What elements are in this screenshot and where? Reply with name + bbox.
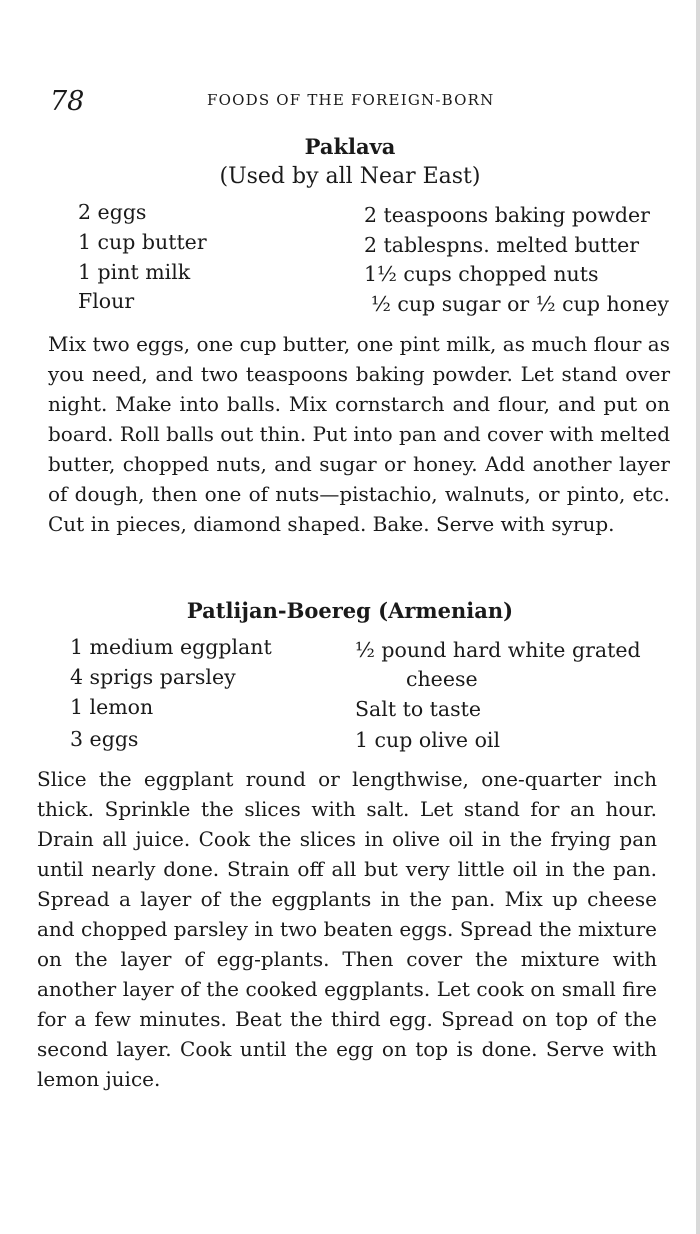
page-number: 78: [50, 86, 85, 117]
ingredient-right: 2 tablespns. melted butter: [364, 233, 640, 257]
running-head: FOODS OF THE FOREIGN-BORN: [207, 91, 495, 109]
ingredient-left: 4 sprigs parsley: [70, 665, 236, 689]
ingredient-right: Salt to taste: [355, 697, 482, 721]
ingredient-left: 2 eggs: [78, 200, 147, 224]
ingredient-left: 1 cup butter: [78, 230, 207, 254]
recipe-directions-paklava: Mix two eggs, one cup butter, one pint milk, as much flour as you need, and two teaspoons baking powder. Let stand over night. Make into balls. Mix cornstarch and flour, and put on board. Roll balls out thin. Put into pan and cover with melted butter, chopped nuts, and sugar or honey. Add another layer of dough, then one of nuts—pistachio, walnuts, or pinto, etc. Cut in pieces, diamond shaped. Bake. Serve with syrup.: [48, 332, 670, 536]
ingredient-right: ½ cup sugar or ½ cup honey: [371, 292, 669, 316]
recipe-subtitle-paklava: (Used by all Near East): [219, 164, 481, 189]
ingredient-right-continued: cheese: [406, 667, 478, 691]
recipe-directions-patlijan-boereg: Slice the eggplant round or lengthwise, one-quarter inch thick. Sprinkle the slices with salt. Let stand for an hour. Drain all juice. Cook the slices in olive oil in the frying pan until nearly done. Strain off all but very little oil in the pan. Spread a layer of the eggplants in the pan. Mix up cheese and chopped parsley in two beaten eggs. Spread the mixture on the layer of egg-plants. Then cover the mixture with another layer of the cooked eggplants. Let cook on small fire for a few minutes. Beat the third egg. Spread on top of the second layer. Cook until the egg on top is done. Serve with lemon juice.: [37, 767, 657, 1091]
recipe-title-patlijan-boereg: Patlijan-Boereg (Armenian): [186, 598, 514, 623]
ingredient-left: 1 lemon: [70, 695, 154, 719]
ingredient-right: ½ pound hard white grated: [355, 638, 641, 662]
ingredient-left: 3 eggs: [70, 727, 139, 751]
ingredient-right: 1 cup olive oil: [355, 728, 501, 752]
ingredient-left: 1 pint milk: [78, 260, 191, 284]
ingredient-right: 2 teaspoons baking powder: [364, 203, 650, 227]
ingredient-right: 1½ cups chopped nuts: [364, 262, 599, 286]
ingredient-left: Flour: [78, 289, 135, 313]
recipe-title-paklava: Paklava: [304, 134, 396, 159]
ingredient-left: 1 medium eggplant: [70, 635, 272, 659]
